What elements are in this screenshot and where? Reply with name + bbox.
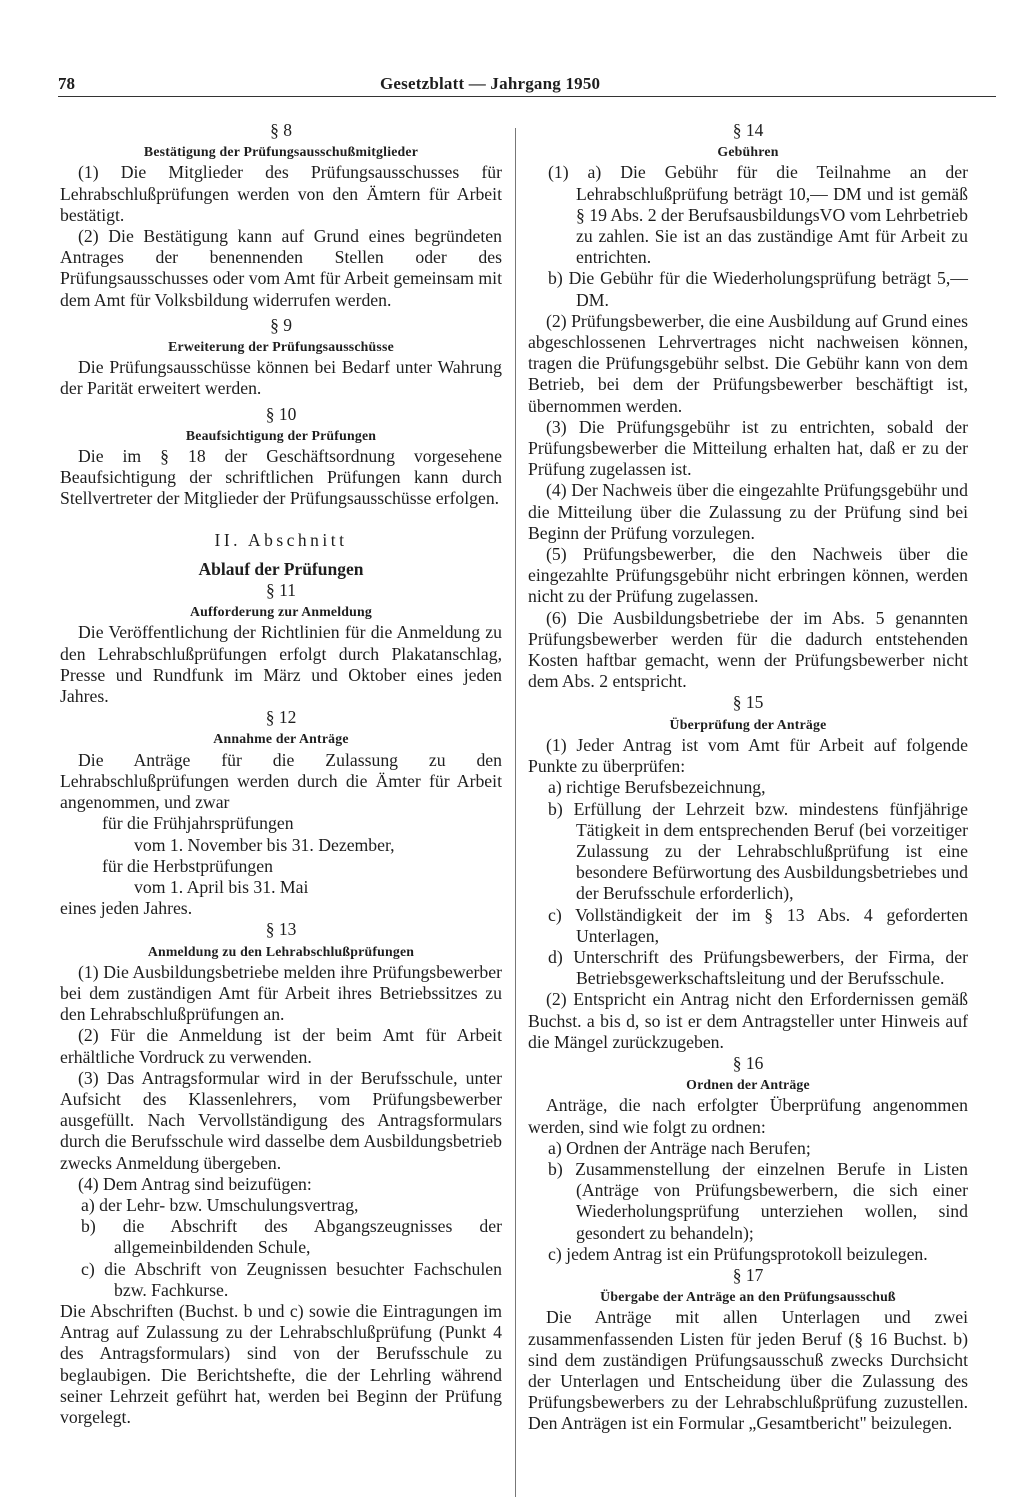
section-number: § 12 xyxy=(265,707,297,728)
section-number: § 11 xyxy=(266,580,296,601)
date-line: vom 1. April bis 31. Mai xyxy=(134,876,309,897)
paragraph: (1) Die Mitglieder des Prüfungsausschusses für Lehrabschlußprüfungen werden von den Ämtern für Arbeit bestätigt. xyxy=(60,162,502,225)
chapter-title: II. Abschnitt xyxy=(214,529,348,550)
section-heading: Beaufsichtigung der Prüfungen xyxy=(185,427,377,443)
section-number: § 16 xyxy=(732,1052,764,1073)
date-line: für die Frühjahrsprüfungen xyxy=(102,813,294,834)
date-line: für die Herbstprüfungen xyxy=(102,855,273,876)
list-item: c) jedem Antrag ist ein Prüfungsprotokoll beizulegen. xyxy=(548,1243,928,1264)
section-number: § 17 xyxy=(732,1264,764,1285)
section-number: § 13 xyxy=(265,919,297,940)
section-heading: Ordnen der Anträge xyxy=(686,1077,810,1093)
list-item: a) richtige Berufsbezeichnung, xyxy=(548,777,766,798)
paragraph: (2) Für die Anmeldung ist der beim Amt für Arbeit erhältliche Vordruck zu verwenden. xyxy=(60,1025,502,1067)
paragraph: (2) Die Bestätigung kann auf Grund eines begründeten Antrages der benennenden Stellen oder des Prüfungsausschusses oder vom Amt für Arbeit gemeinsam mit dem Amt für Volksbildung widerrufen werden. xyxy=(60,226,502,310)
date-line: vom 1. November bis 31. Dezember, xyxy=(134,834,395,855)
paragraph: Die Veröffentlichung der Richtlinien für die Anmeldung zu den Lehrabschlußprüfungen erfolgt durch Plakatanschlag, Presse und Rundfunk im März und Oktober eines jeden Jahres. xyxy=(60,622,502,707)
section-heading: Erweiterung der Prüfungsausschüsse xyxy=(168,339,394,355)
section-heading: Bestätigung der Prüfungsausschußmitglieder xyxy=(143,144,419,160)
paragraph: Anträge, die nach erfolgter Überprüfung angenommen werden, sind wie folgt zu ordnen: xyxy=(528,1095,968,1137)
section-heading: Übergabe der Anträge an den Prüfungsausschuß xyxy=(600,1289,896,1305)
section-number: § 14 xyxy=(732,120,764,140)
list-item: a) der Lehr- bzw. Umschulungsvertrag, xyxy=(81,1194,359,1215)
paragraph: (2) Prüfungsbewerber, die eine Ausbildung auf Grund eines abgeschlossenen Lehrvertrages nicht nachweisen können, tragen die Prüfungsgebühr selbst. Die Gebühr kann von dem Betrieb, bei dem der Prüfungsbewerber beschäftigt ist, übernommen werden. xyxy=(528,310,968,416)
section-heading: Aufforderung zur Anmeldung xyxy=(189,604,373,620)
section-heading: Überprüfung der Anträge xyxy=(669,716,827,732)
paragraph: Die im § 18 der Geschäftsordnung vorgesehene Beaufsichtigung der schriftlichen Prüfungen kann durch Stellvertreter der Mitglieder der Prüfungsausschüsse erfolgen. xyxy=(60,446,502,509)
paragraph: (4) Dem Antrag sind beizufügen: xyxy=(78,1173,312,1194)
section-number: § 9 xyxy=(270,314,292,335)
paragraph: (3) Das Antragsformular wird in der Berufsschule, unter Aufsicht des Klassenlehrers, vom Prüfungsbewerber ausgefüllt. Nach Vervollständigung des Antragsformulars durch die Berufsschule wird dasselbe dem Ausbildungsbetrieb zwecks Anmeldung übergeben. xyxy=(60,1067,502,1173)
section-number: § 15 xyxy=(732,692,764,713)
column-divider xyxy=(515,128,516,1497)
list-item: b) die Abschrift des Abgangszeugnisses der allgemeinbildenden Schule, xyxy=(81,1216,502,1258)
right-column xyxy=(528,120,968,1435)
list-item: c) die Abschrift von Zeugnissen besuchter Fachschulen bzw. Fachkurse. xyxy=(81,1258,502,1300)
list-item: b) Zusammenstellung der einzelnen Berufe in Listen (Anträge von Prüfungsbewerbern, die sich einer Wiederholungsprüfung unterziehen wollen, sind gesondert zu behandeln); xyxy=(548,1158,968,1243)
paragraph: (1) a) Die Gebühr für die Teilnahme an der Lehrabschlußprüfung beträgt 10,— DM und ist gemäß § 19 Abs. 2 der BerufsausbildungsVO vom Lehrbetrieb zu zahlen. Sie ist an das zuständige Amt für Arbeit zu entrichten. xyxy=(548,162,969,268)
date-line: eines jeden Jahres. xyxy=(60,898,193,919)
paragraph: Die Prüfungsausschüsse können bei Bedarf unter Wahrung der Parität erweitert werden. xyxy=(60,357,502,399)
section-heading: Anmeldung zu den Lehrabschlußprüfungen xyxy=(147,943,415,959)
paragraph: b) Die Gebühr für die Wiederholungsprüfung beträgt 5,— DM. xyxy=(548,268,968,310)
left-column xyxy=(60,120,502,1428)
paragraph: Die Abschriften (Buchst. b und c) sowie die Eintragungen im Antrag auf Zulassung zu der Lehrabschlußprüfung (Punkt 4 des Antragsformulars) sind von der Berufsschule zu beglaubigen. Die Berichtshefte, die der Lehrling während seiner Lehrzeit geführt hat, werden bei Beginn der Prüfung vorgelegt. xyxy=(60,1300,502,1427)
paragraph: (1) Jeder Antrag ist vom Amt für Arbeit auf folgende Punkte zu überprüfen: xyxy=(528,734,968,777)
paragraph: (5) Prüfungsbewerber, die den Nachweis über die eingezahlte Prüfungsgebühr nicht erbringen können, werden nicht zu der Prüfung zugelassen. xyxy=(528,544,968,607)
paragraph: (3) Die Prüfungsgebühr ist zu entrichten, sobald der Prüfungsbewerber die Mitteilung erhalten hat, daß er zu der Prüfung zugelassen ist. xyxy=(528,416,968,480)
paragraph: (4) Der Nachweis über die eingezahlte Prüfungsgebühr und die Mitteilung über die Zulassung zu der Prüfung sind bei Beginn der Prüfung vorzulegen. xyxy=(528,480,968,543)
section-heading: Annahme der Anträge xyxy=(213,731,349,747)
section-heading: Gebühren xyxy=(717,144,779,160)
paragraph: (1) Die Ausbildungsbetriebe melden ihre Prüfungsbewerber bei dem zuständigen Amt für Arbeit ihres Betriebssitzes zu den Lehrabschlußprüfungen an. xyxy=(60,961,502,1025)
page-header-title: Gesetzblatt — Jahrgang 1950 xyxy=(380,74,601,93)
paragraph: Die Anträge für die Zulassung zu den Lehrabschlußprüfungen werden durch die Ämter für Arbeit angenommen, und zwar xyxy=(60,749,502,813)
paragraph: (2) Entspricht ein Antrag nicht den Erfordernissen gemäß Buchst. a bis d, so ist er dem Antragsteller unter Hinweis auf die Mängel zurückzugeben. xyxy=(528,989,968,1052)
list-item: a) Ordnen der Anträge nach Berufen; xyxy=(548,1137,811,1158)
list-item: d) Unterschrift des Prüfungsbewerbers, der Firma, der Betriebsgewerkschaftsleitung und der Berufsschule. xyxy=(548,946,968,989)
list-item: b) Erfüllung der Lehrzeit bzw. mindestens fünfjährige Tätigkeit in dem entsprechenden Beruf (bei vorzeitiger Zulassung zu der Lehrabschlußprüfung ist eine besondere Befürwortung des Ausbildungsbetriebes und der Berufsschule erforderlich), xyxy=(548,798,968,904)
paragraph: Die Anträge mit allen Unterlagen und zwei zusammenfassenden Listen für jeden Beruf (§ 16 Buchst. b) sind dem zuständigen Prüfungsausschuß zwecks Durchsicht der Unterlagen und Entscheidung über die Zulassung des Prüfungsbewerbers zu der Lehrabschlußprüfung zuzustellen. Den Anträgen ist ein Formular „Gesamtbericht" beizulegen. xyxy=(528,1307,968,1434)
header-rule xyxy=(58,96,996,97)
list-item: c) Vollständigkeit der im § 13 Abs. 4 geforderten Unterlagen, xyxy=(548,904,968,946)
section-number: § 8 xyxy=(270,120,292,140)
section-number: § 10 xyxy=(265,403,297,424)
paragraph: (6) Die Ausbildungsbetriebe der im Abs. 5 genannten Prüfungsbewerber werden für die dadurch entstehenden Kosten haftbar gemacht, wenn der Prüfungsbewerber nicht dem Abs. 2 entspricht. xyxy=(528,607,968,692)
chapter-subtitle: Ablauf der Prüfungen xyxy=(198,558,364,579)
page-number: 78 xyxy=(58,74,75,93)
